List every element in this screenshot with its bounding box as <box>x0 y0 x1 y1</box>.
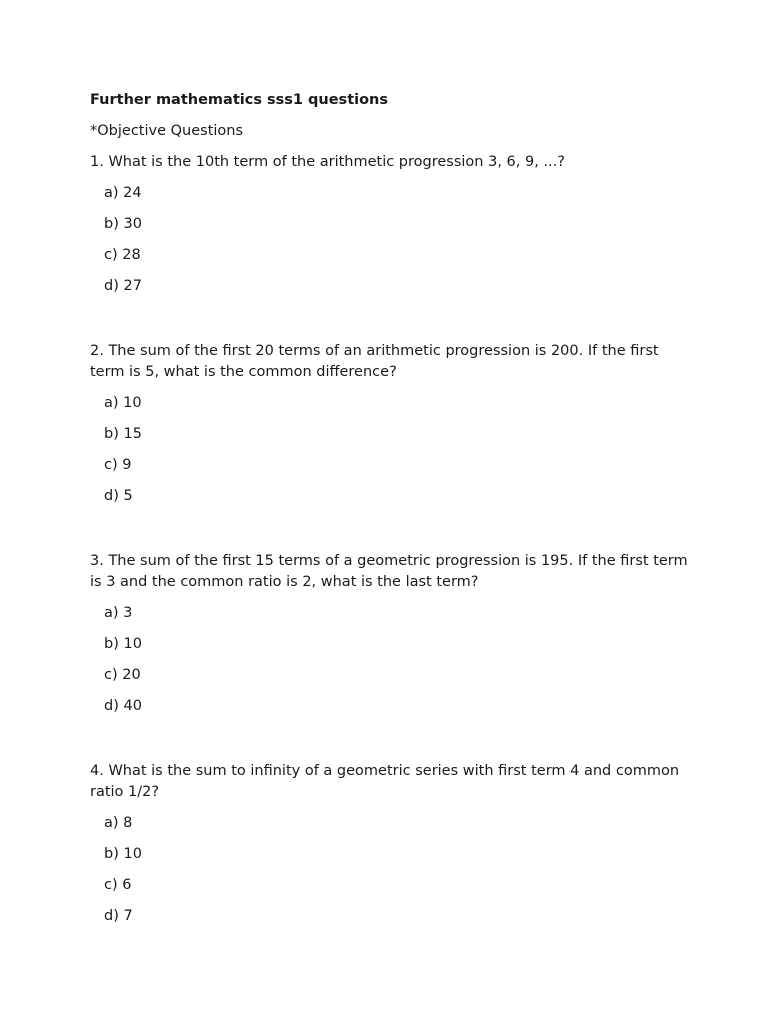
options-list <box>90 603 690 717</box>
options-list <box>90 813 690 927</box>
options-list <box>90 183 690 297</box>
option-a: a) 3 <box>104 605 133 621</box>
spacer <box>90 727 690 761</box>
question-3 <box>90 551 690 717</box>
option-b: b) 30 <box>104 216 142 232</box>
option-c: c) 9 <box>104 457 132 473</box>
question-text: 3. The sum of the first 15 terms of a geometric progression is 195. If the first term is 3 and the common ratio is 2, what is the last term? <box>90 553 688 590</box>
option-a: a) 8 <box>104 815 133 831</box>
question-1 <box>90 152 690 297</box>
option-d: d) 5 <box>104 488 133 504</box>
option-b: b) 10 <box>104 846 142 862</box>
document-title: Further mathematics sss1 questions <box>90 92 389 108</box>
option-c: c) 6 <box>104 877 132 893</box>
options-list <box>90 393 690 507</box>
option-b: b) 10 <box>104 636 142 652</box>
option-a: a) 24 <box>104 185 142 201</box>
option-b: b) 15 <box>104 426 142 442</box>
question-text: 4. What is the sum to infinity of a geometric series with first term 4 and common ratio 1/2? <box>90 763 680 800</box>
spacer <box>90 307 690 341</box>
spacer <box>90 517 690 551</box>
option-d: d) 40 <box>104 698 142 714</box>
document-page <box>90 90 690 937</box>
option-c: c) 28 <box>104 247 141 263</box>
option-a: a) 10 <box>104 395 142 411</box>
question-4 <box>90 761 690 927</box>
section-label: *Objective Questions <box>90 123 244 139</box>
question-text: 1. What is the 10th term of the arithmetic progression 3, 6, 9, ...? <box>90 154 565 170</box>
question-2 <box>90 341 690 507</box>
question-text: 2. The sum of the first 20 terms of an arithmetic progression is 200. If the first term is 5, what is the common difference? <box>90 343 659 380</box>
option-c: c) 20 <box>104 667 141 683</box>
option-d: d) 27 <box>104 278 142 294</box>
option-d: d) 7 <box>104 908 133 924</box>
